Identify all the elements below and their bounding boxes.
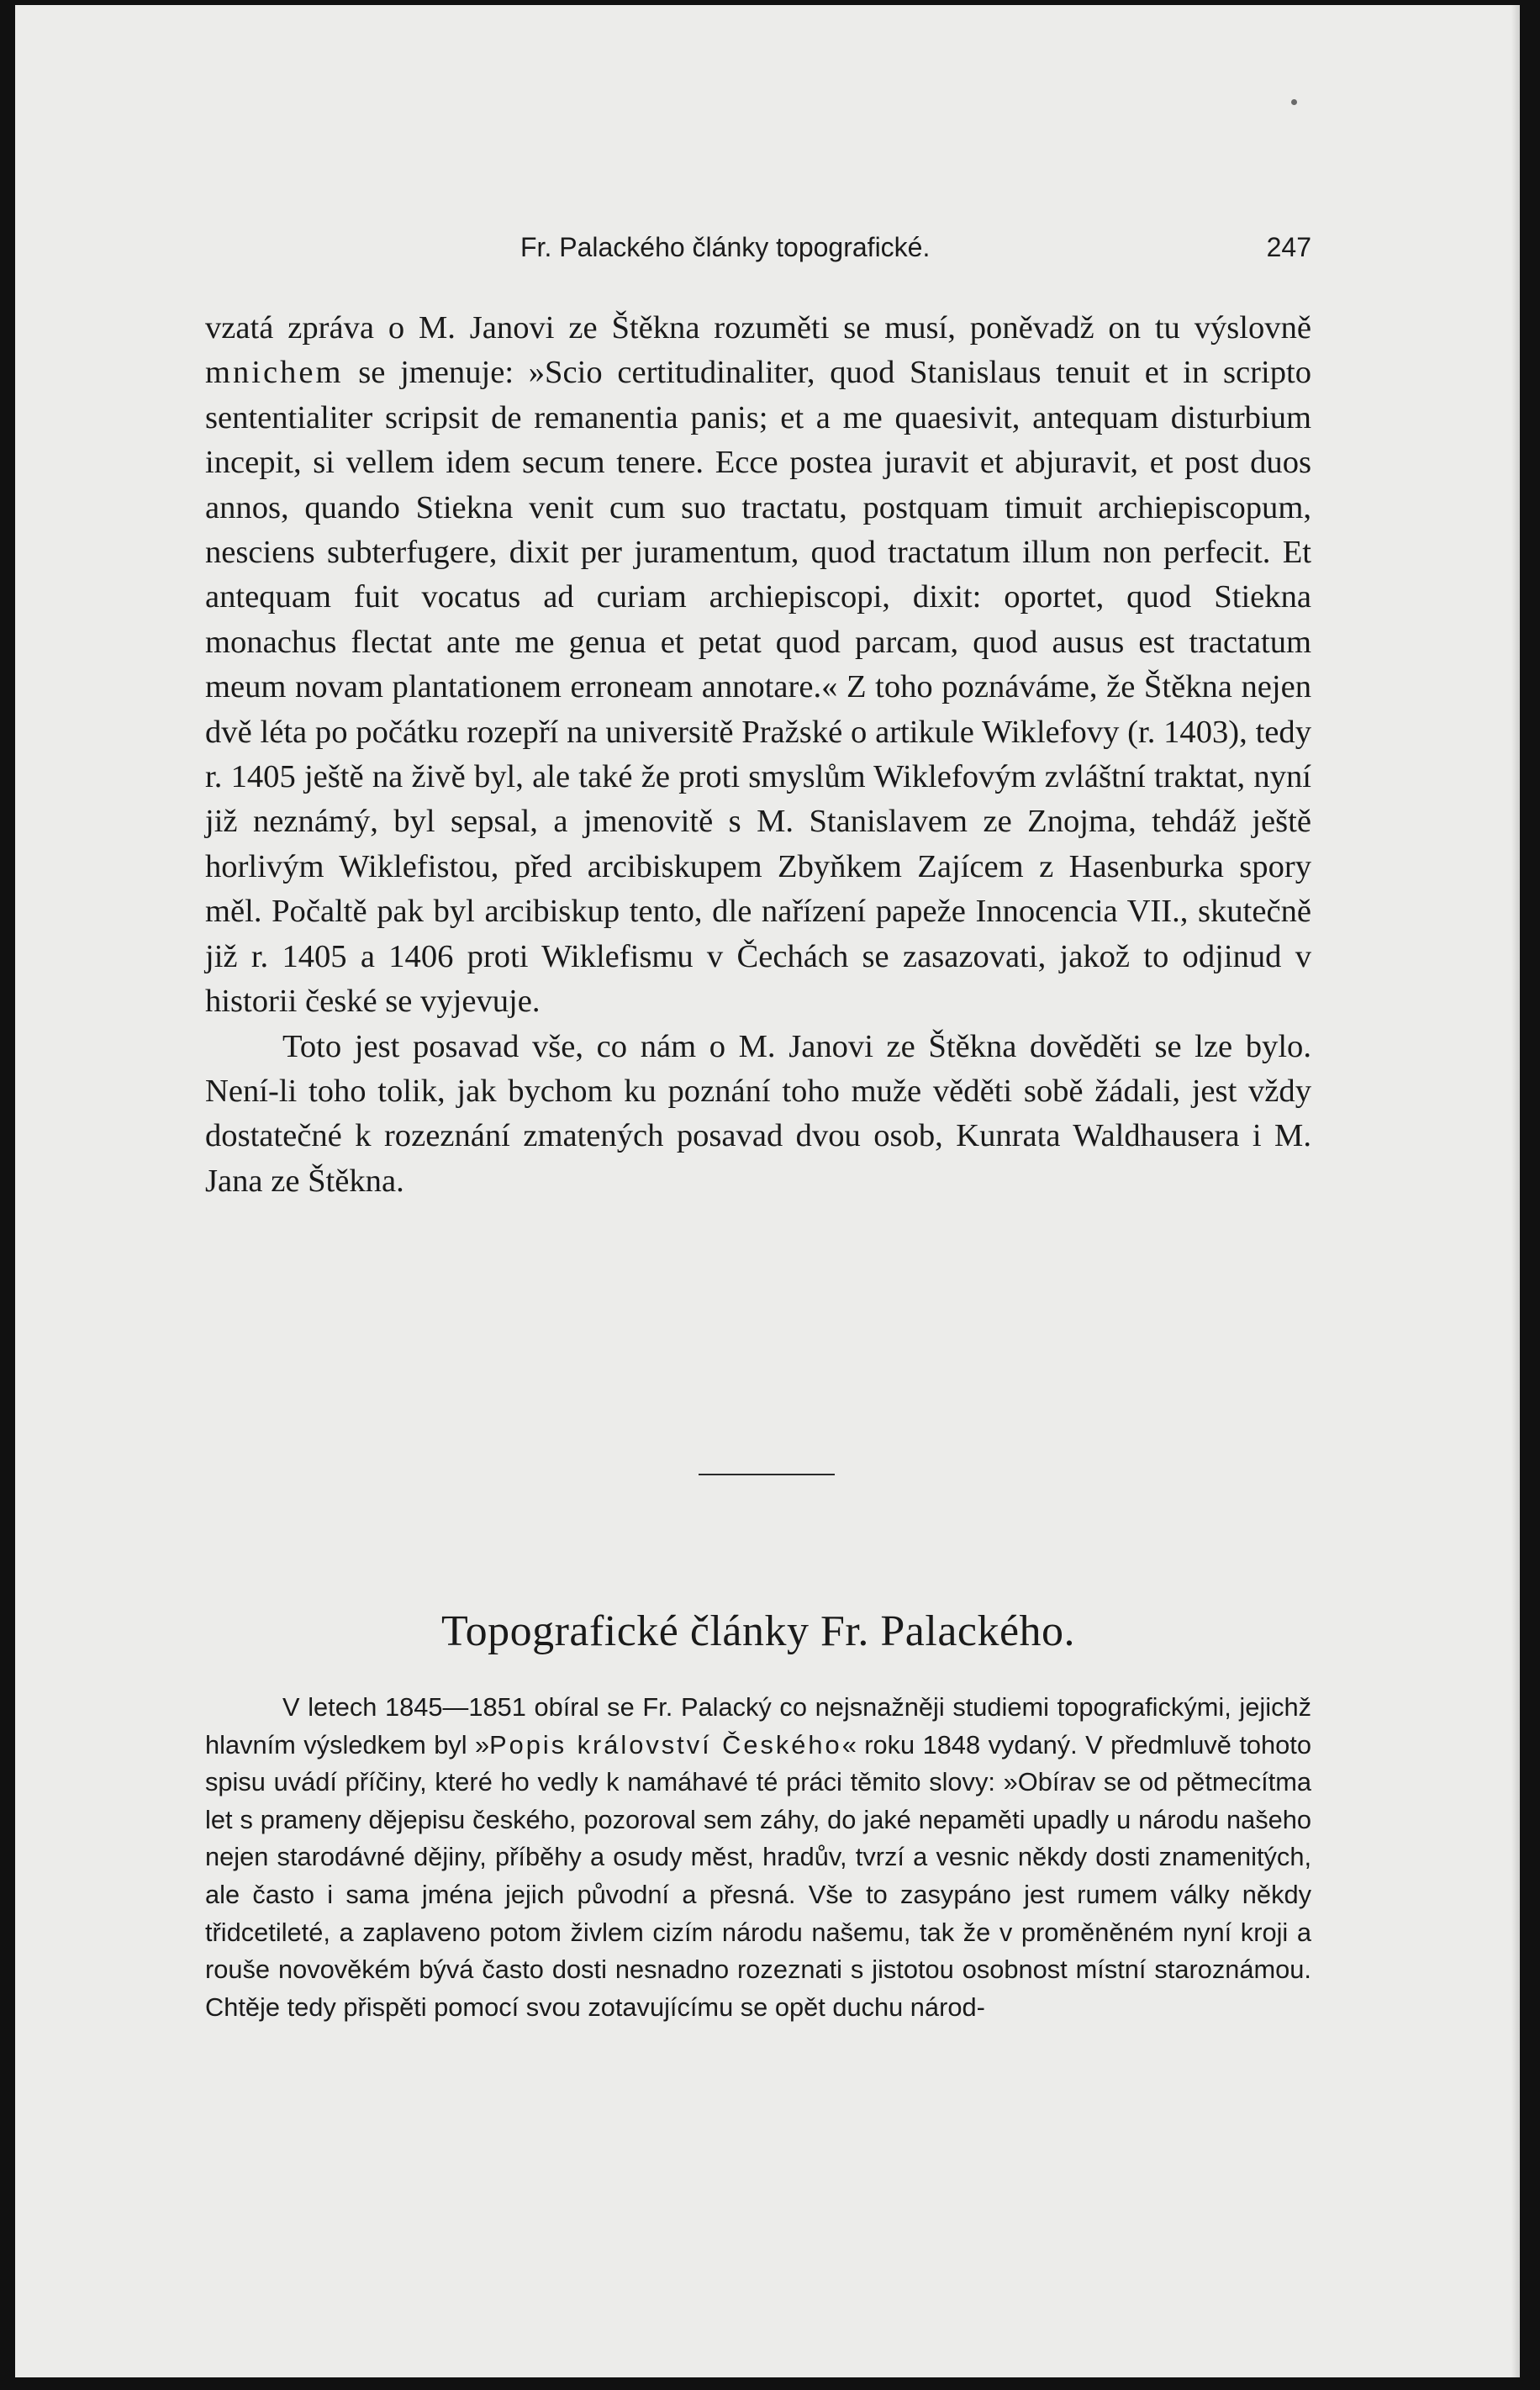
section-title: Topografické články Fr. Palackého.: [440, 1607, 1076, 1655]
paragraph-1-text-b: se jmenuje: »Scio certitudinaliter, quod Stanislaus tenuit et in scripto sententialiter scripsit de remanentia panis; et a me quaesivit, antequam disturbium incepit, si vellem idem secum tenere. Ecce postea juravit et abjuravit, et post duos annos, quando Stiekna venit cum suo tractatu, postquam timuit archiepiscopum, nesciens subterfugere, dixit per juramentum, quod tractatum illum non perfecit. Et antequam fuit vocatus ad curiam archiepiscopi, dixit: oportet, quod Stiekna monachus flectat ante me genua et petat quod parcam, quod ausus est tractatum meum novam plantationem erroneam annotare.« Z toho poznáváme, že Štěkna nejen dvě léta po počátku rozepří na universitě Pražské o artikule Wiklefovy (r. 1403), tedy r. 1405 ještě na živě byl, ale také že proti smyslům Wiklefovým zvláštní traktat, nyní již neznámý, byl sepsal, a jmenovitě s M. Stanislavem ze Znojma, tehdáž ještě horlivým Wiklefistou, před arcibiskupem Zbyňkem Zajícem z Hasenburka spory měl. Počaltě pak byl arcibiskup tento, dle nařízení papeže Innocencia VII., skutečně již r. 1405 a 1406 proti Wiklefismu v Čechách se zasazovati, jakož to odjinud v historii české se vyjevuje.: [205, 355, 1311, 1020]
page-edge-shadow: [1511, 5, 1520, 2377]
section-paragraph-1: [205, 1689, 1311, 2026]
section-intro-text: [205, 1689, 1311, 2026]
scan-speck: [1291, 99, 1297, 105]
section-text-b: « roku 1848 vydaný. V předmluvě tohoto spisu uvádí příčiny, které ho vedly k namáhavé té práci těmito slovy: »Obírav se od pětmecítma let s prameny dějepisu českého, pozoroval sem záhy, do jaké nepaměti upadly u národu našeho nejen starodávné dějiny, příběhy a osudy měst, hradův, tvrzí a vesnic někdy dosti znamenitých, ale často i sama jména jejich původní a přesná. Vše to zasypáno jest rumem války někdy třidcetileté, a zaplaveno potom živlem cizím národu našemu, tak že v proměněném nyní kroji a rouše novověkém bývá často dosti nesnadno rozeznati s jistotou osobnost místní staroznámou. Chtěje tedy přispěti pomocí svou zotavujícímu se opět duchu národ-: [205, 1729, 1311, 2022]
book-page: [15, 5, 1520, 2377]
page-number: 247: [1266, 232, 1311, 262]
emphasis-mnichem: mnichem: [205, 355, 344, 391]
section-divider: [699, 1474, 835, 1475]
paragraph-2: Toto jest posavad vše, co nám o M. Janovi ze Štěkna dověděti se lze bylo. Není-li toho tolik, jak bychom ku poznání toho muže věděti sobě žádali, jest vždy dostatečné k rozeznání zmatených posavad dvou osob, Kunrata Waldhausera i M. Jana ze Štěkna.: [205, 1028, 1311, 1199]
body-text: [205, 306, 1311, 1204]
paragraph-1-text-a: vzatá zpráva o M. Janovi ze Štěkna rozuměti se musí, poněvadž on tu výslovně: [205, 310, 1311, 346]
running-title: Fr. Palackého články topografické.: [520, 232, 931, 262]
section-text-a: V letech 1845—1851 obíral se Fr. Palacký co nejsnažněji studiemi topografickými, jejichž hlavním výsledkem byl »: [205, 1692, 1311, 1760]
emphasis-book-title: Popis království Českého: [489, 1729, 842, 1760]
paragraph-1: [205, 306, 1311, 1025]
running-header: [205, 232, 1311, 274]
